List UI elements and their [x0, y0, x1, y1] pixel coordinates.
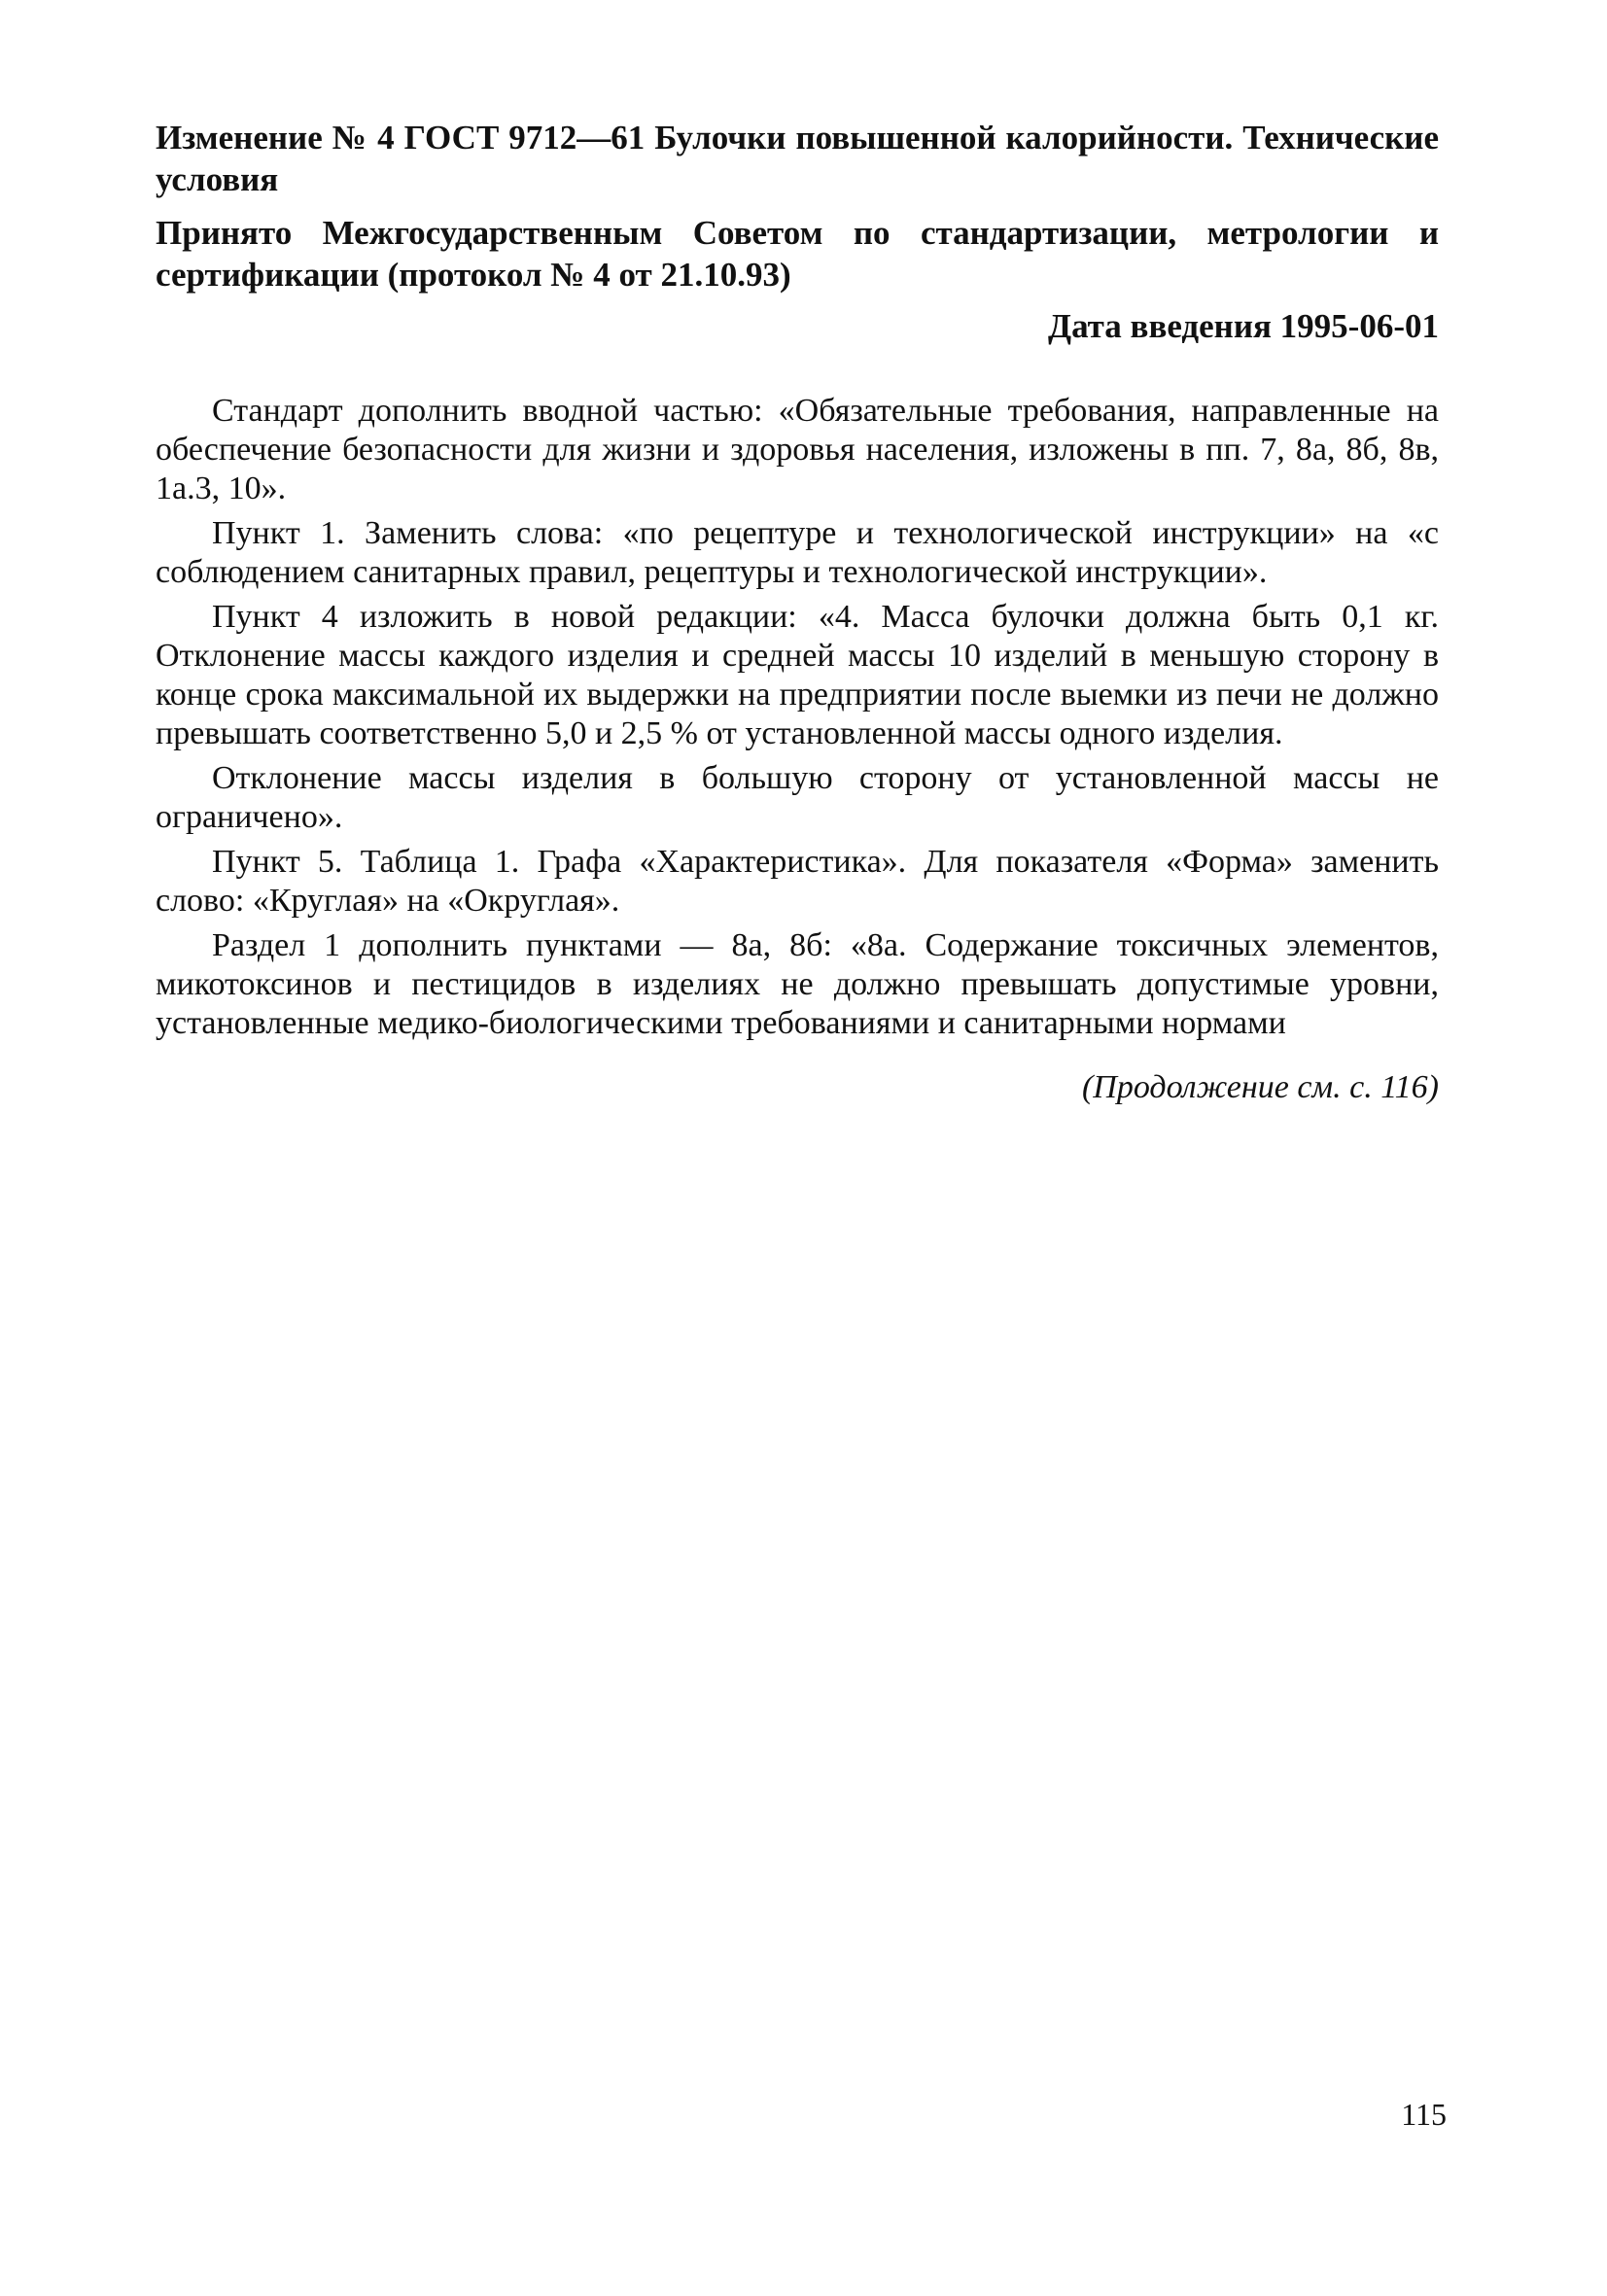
paragraph: Пункт 1. Заменить слова: «по рецептуре и технологической инструкции» на «с соблюдением санитарных правил, рецептуры и технологической инструкции». — [156, 515, 1439, 590]
paragraph: Отклонение массы изделия в большую сторону от установленной массы не ограничено». — [156, 760, 1439, 835]
continuation-note: (Продолжение см. с. 116) — [1081, 1069, 1439, 1105]
document-title: Изменение № 4 ГОСТ 9712—61 Булочки повышенной калорийности. Технические условия — [156, 119, 1439, 198]
paragraph: Пункт 5. Таблица 1. Графа «Характеристика». Для показателя «Форма» заменить слово: «Круглая» на «Округлая». — [156, 844, 1439, 919]
document-content — [156, 117, 1439, 1107]
paragraph: Стандарт дополнить вводной частью: «Обязательные требования, направленные на обеспечение безопасности для жизни и здоровья населения, изложены в пп. 7, 8а, 8б, 8в, 1а.3, 10». — [156, 393, 1439, 506]
adoption-statement: Принято Межгосударственным Советом по стандартизации, метрологии и сертификации (протокол № 4 от 21.10.93) — [156, 214, 1439, 294]
effective-date: Дата введения 1995-06-01 — [1048, 307, 1439, 345]
page-number: 115 — [1401, 2097, 1447, 2132]
paragraph: Пункт 4 изложить в новой редакции: «4. Масса булочки должна быть 0,1 кг. Отклонение массы каждого изделия и средней массы 10 изделий в меньшую сторону в конце срока максимальной их выдержки на предприятии после выемки из печи не должно превышать соответственно 5,0 и 2,5 % от установленной массы одного изделия. — [156, 599, 1439, 751]
paragraph: Раздел 1 дополнить пунктами — 8а, 8б: «8а. Содержание токсичных элементов, микотоксинов и пестицидов в изделиях не должно превышать допустимые уровни, установленные медико-биологическими требованиями и санитарными нормами — [156, 927, 1439, 1041]
